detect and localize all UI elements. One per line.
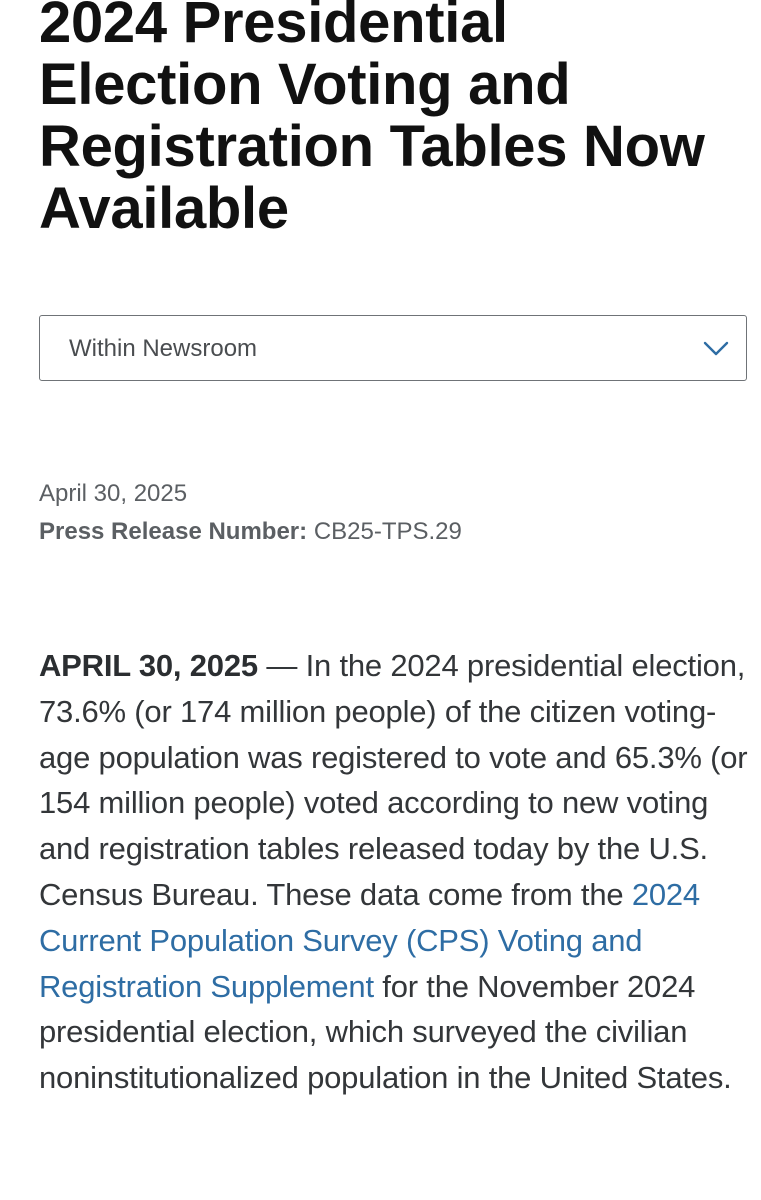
body-text-continued: for the November 2024 presidential election, which surveyed the civilian noninstitutionalized population in the United States. xyxy=(39,968,732,1096)
dateline: APRIL 30, 2025 xyxy=(39,648,258,683)
select-value: Within Newsroom xyxy=(69,335,258,362)
page-title: 2024 Presidential Election Voting and Registration Tables Now Available xyxy=(39,0,705,241)
release-number-label: Press Release Number: xyxy=(39,518,308,545)
chevron-down-icon xyxy=(702,336,730,360)
press-release-number xyxy=(39,516,462,548)
article-body xyxy=(39,643,754,1101)
release-number-value: CB25-TPS.29 xyxy=(313,518,462,545)
body-text-intro: In the 2024 presidential election, 73.6% (or 174 million people) of the citizen voting-age population was registered to vote and 65.3% (or 154 million people) voted according to new voting and registration tables released today by the U.S. Census Bureau. These data come from the xyxy=(39,648,748,912)
dateline-dash: — xyxy=(257,648,306,683)
cps-supplement-link[interactable]: 2024 Current Population Survey (CPS) Voting and Registration Supplement xyxy=(39,876,700,1004)
release-date: April 30, 2025 xyxy=(39,480,188,507)
newsroom-filter-select[interactable] xyxy=(39,315,747,381)
